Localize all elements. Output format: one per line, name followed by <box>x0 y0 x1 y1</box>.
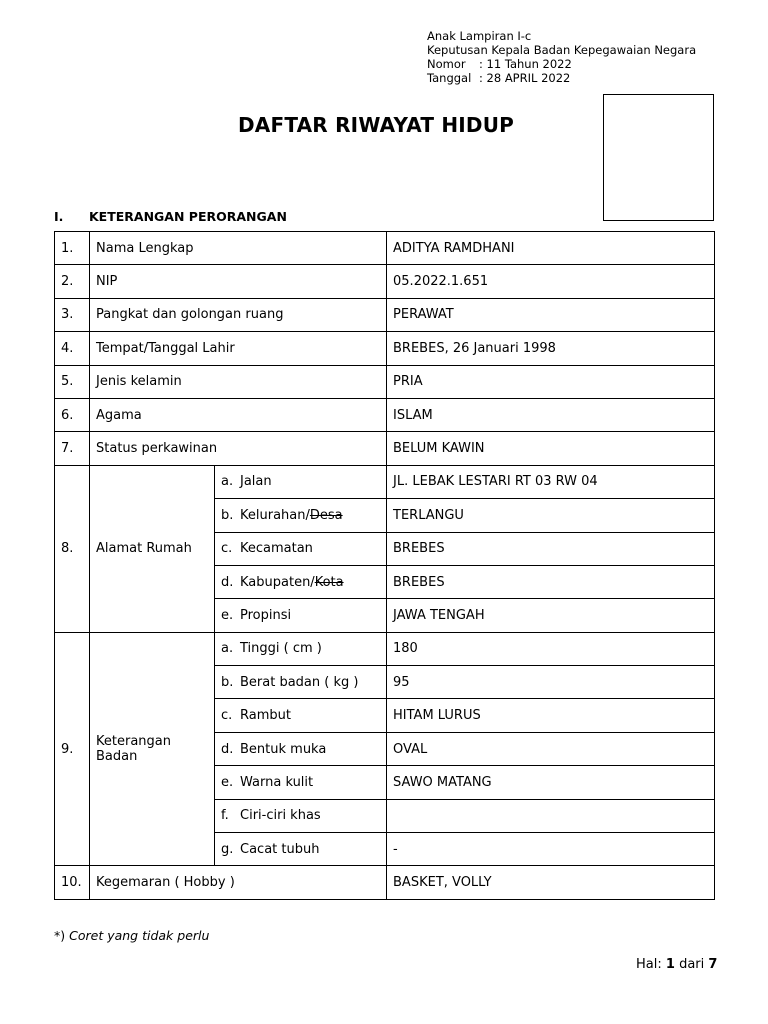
sub-letter: c. <box>221 708 233 724</box>
sub-label-text: Warna kulit <box>240 774 314 790</box>
sub-label <box>215 799 387 832</box>
row-number: 3. <box>55 298 90 331</box>
sub-letter: e. <box>221 607 234 623</box>
sub-letter: b. <box>221 507 234 523</box>
sub-label <box>215 532 387 565</box>
page-number <box>636 957 717 972</box>
table-row <box>55 265 715 298</box>
row-label: Status perkawinan <box>90 432 387 465</box>
sub-letter: a. <box>221 474 234 490</box>
table-row <box>55 232 715 265</box>
sub-letter: b. <box>221 674 234 690</box>
sub-label-text: Kelurahan/ <box>240 507 310 523</box>
decree-line: Keputusan Kepala Badan Kepegawaian Negara <box>427 43 697 57</box>
decree-date <box>427 71 696 85</box>
row-value: PRIA <box>387 365 715 398</box>
row-label: Tempat/Tanggal Lahir <box>90 332 387 365</box>
sub-letter: d. <box>221 741 234 757</box>
page-prefix: Hal: <box>636 957 662 972</box>
row-value: TERLANGU <box>387 499 715 532</box>
row-number: 6. <box>55 398 90 431</box>
sub-label <box>215 699 387 732</box>
sub-label <box>215 499 387 532</box>
sub-label-text: Berat badan ( kg ) <box>240 674 359 690</box>
row-value: BREBES <box>387 532 715 565</box>
footnote-text: Coret yang tidak perlu <box>69 928 210 943</box>
table-row <box>55 332 715 365</box>
sub-letter: f. <box>221 808 229 824</box>
page-current: 1 <box>665 957 675 972</box>
sub-letter: c. <box>221 541 233 557</box>
sub-label-text: Kecamatan <box>240 541 313 557</box>
sub-label-text: Bentuk muka <box>240 741 327 757</box>
struck-text: Desa <box>309 507 343 523</box>
row-value <box>387 799 715 832</box>
row-value: 05.2022.1.651 <box>387 265 715 298</box>
table-row <box>55 465 715 498</box>
row-label: Nama Lengkap <box>90 232 387 265</box>
row-value: ADITYA RAMDHANI <box>387 232 715 265</box>
row-value: - <box>387 833 715 866</box>
tanggal-value: : 28 APRIL 2022 <box>479 71 571 85</box>
sub-letter: a. <box>221 641 234 657</box>
decree-number <box>427 57 696 71</box>
sub-label-text: Cacat tubuh <box>240 841 320 857</box>
section-title: KETERANGAN PERORANGAN <box>89 209 287 224</box>
row-number: 8. <box>55 465 90 632</box>
section-number: I. <box>54 209 64 224</box>
row-label: NIP <box>90 265 387 298</box>
row-number: 9. <box>55 632 90 866</box>
sub-label-text: Ciri-ciri khas <box>240 808 321 824</box>
footnote-mark: *) <box>54 928 66 943</box>
personal-info-table <box>54 231 715 900</box>
row-number: 4. <box>55 332 90 365</box>
row-value: JL. LEBAK LESTARI RT 03 RW 04 <box>387 465 715 498</box>
attachment-line: Anak Lampiran I-c <box>427 29 532 43</box>
sub-label <box>215 599 387 632</box>
row-value: SAWO MATANG <box>387 766 715 799</box>
sub-label <box>215 833 387 866</box>
row-value: ISLAM <box>387 398 715 431</box>
row-value: BELUM KAWIN <box>387 432 715 465</box>
sub-label <box>215 766 387 799</box>
row-value: JAWA TENGAH <box>387 599 715 632</box>
row-number: 10. <box>55 866 90 899</box>
document-title: DAFTAR RIWAYAT HIDUP <box>238 113 515 137</box>
row-label: Pangkat dan golongan ruang <box>90 298 387 331</box>
row-value: 95 <box>387 666 715 699</box>
table-row <box>55 632 715 665</box>
sub-label-text: Tinggi ( cm ) <box>240 641 322 657</box>
table-row <box>55 398 715 431</box>
row-value: BREBES <box>387 565 715 598</box>
row-value: 180 <box>387 632 715 665</box>
sub-label <box>215 565 387 598</box>
section-heading <box>54 209 287 224</box>
sub-label-text: Propinsi <box>240 607 292 623</box>
row-number: 5. <box>55 365 90 398</box>
table-row <box>55 866 715 899</box>
row-value: PERAWAT <box>387 298 715 331</box>
row-number: 1. <box>55 232 90 265</box>
photo-placeholder <box>603 94 714 221</box>
row-number: 2. <box>55 265 90 298</box>
table-row <box>55 365 715 398</box>
row-value: BASKET, VOLLY <box>387 866 715 899</box>
row-label-line: Badan <box>96 749 138 765</box>
row-number: 7. <box>55 432 90 465</box>
row-label-line: Keterangan <box>96 734 171 750</box>
sub-label-text: Kabupaten/ <box>240 574 315 590</box>
sub-label <box>215 465 387 498</box>
row-label: Kegemaran ( Hobby ) <box>90 866 387 899</box>
sub-label-text: Jalan <box>240 474 272 490</box>
sub-label <box>215 732 387 765</box>
sub-label-text: Rambut <box>240 708 291 724</box>
nomor-label: Nomor <box>427 57 466 71</box>
sub-label <box>215 632 387 665</box>
row-label: Jenis kelamin <box>90 365 387 398</box>
table-row <box>55 298 715 331</box>
row-label <box>90 632 215 866</box>
sub-label <box>215 666 387 699</box>
row-label: Agama <box>90 398 387 431</box>
row-value: HITAM LURUS <box>387 699 715 732</box>
sub-letter: g. <box>221 841 234 857</box>
tanggal-label: Tanggal <box>427 71 472 85</box>
footnote <box>54 928 209 943</box>
row-label: Alamat Rumah <box>90 465 215 632</box>
row-value: BREBES, 26 Januari 1998 <box>387 332 715 365</box>
page-total: 7 <box>708 957 718 972</box>
struck-text: Kota <box>314 574 344 590</box>
page-of: dari <box>679 957 705 972</box>
nomor-value: : 11 Tahun 2022 <box>479 57 572 71</box>
sub-letter: e. <box>221 774 234 790</box>
table-row <box>55 432 715 465</box>
sub-letter: d. <box>221 574 234 590</box>
attachment-header <box>427 29 696 85</box>
row-value: OVAL <box>387 732 715 765</box>
